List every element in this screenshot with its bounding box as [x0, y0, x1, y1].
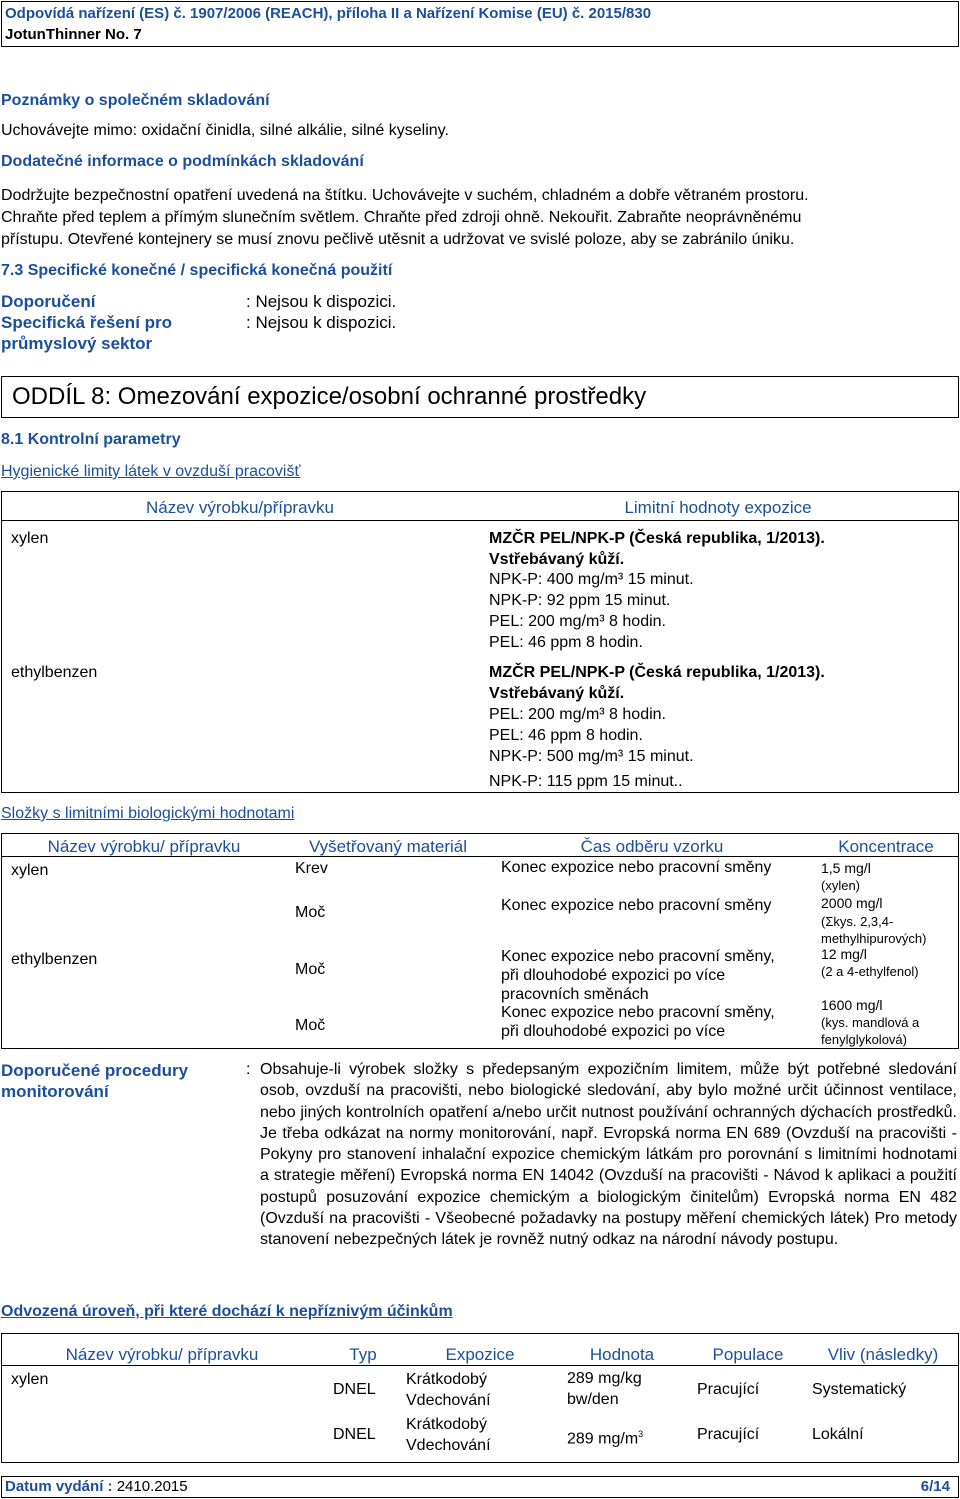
bio-material: Moč — [295, 961, 326, 978]
dnel-value — [567, 1424, 643, 1449]
section-8-title-box — [1, 376, 959, 418]
bio-material: Moč — [295, 904, 326, 921]
bio-sampling-time: Konec expozice nebo pracovní směny — [501, 859, 772, 876]
issue-date — [5, 1478, 188, 1495]
bio-limits-table — [1, 833, 959, 1049]
page-number: 6/14 — [920, 1478, 950, 1495]
monitoring-label-1: Doporučené procedury — [1, 1061, 189, 1080]
additional-storage-heading: Dodatečné informace o podmínkách skladování — [1, 153, 364, 170]
bio-substance-ethylbenzen: ethylbenzen — [11, 951, 98, 968]
ethylbenzen-limit-value: NPK-P: 500 mg/m³ 15 minut. — [489, 748, 694, 765]
limits-substance-ethylbenzen: ethylbenzen — [11, 664, 98, 681]
dnel-substance: xylen — [11, 1371, 49, 1388]
bio-concentration-note: methylhipurových) — [821, 931, 927, 946]
limits-heading: Hygienické limity látek v ovzduší pracovišť — [1, 463, 301, 480]
bio-col-time: Čas odběru vzorku — [580, 837, 724, 856]
xylen-limit-title: MZČR PEL/NPK-P (Česká republika, 1/2013). — [489, 530, 825, 547]
control-parameters-heading: 8.1 Kontrolní parametry — [1, 431, 181, 448]
monitoring-text: Obsahuje-li výrobek složky s předepsaným expozičním limitem, může být potřebné sledování osob, ovzduší na pracovišti, nebo biologické sledování, aby bylo možné určit účinnost ventilace, nebo jiných kontrolních opatření a/nebo určit nutnost používání ochranných dýchacích prostředků. Je třeba odkázat na normy monitorování, např. Evropská norma EN 689 (Ovzduší na pracovišti - Pokyny pro stanovení inhalační expozice chemickým látkám pro porovnání s limitními hodnotami a strategie měření) Evropská norma EN 14042 (Ovzduší na pracovišti - Návod k aplikaci a použití postupů posuzování expozice chemickým a biologickým činitelům) Evropská norma EN 482 (Ovzduší na pracovišti - Všeobecné požadavky na postupy měření chemických látek) Pro metody stanovení nebezpečných látek je rovněž nutný odkaz na národní návody postupu. — [260, 1061, 957, 1249]
ethylbenzen-limit-title: MZČR PEL/NPK-P (Česká republika, 1/2013). — [489, 664, 825, 681]
bio-concentration-note: (kys. mandlová a — [821, 1015, 920, 1030]
monitoring-label-2: monitorování — [1, 1082, 109, 1101]
dnel-population: Pracující — [697, 1426, 760, 1443]
section-8-title: ODDÍL 8: Omezování expozice/osobní ochranné prostředky — [12, 383, 647, 410]
ethylbenzen-skin-note: Vstřebávaný kůží. — [489, 685, 625, 702]
dnel-effect: Lokální — [812, 1426, 864, 1443]
monitoring-colon: : — [246, 1061, 251, 1078]
dnel-col-effect: Vliv (následky) — [827, 1345, 939, 1364]
bio-concentration-note: (xylen) — [821, 878, 861, 893]
document-header — [1, 1, 959, 47]
bio-concentration: 1600 mg/l — [821, 997, 883, 1013]
recommendation-value: : Nejsou k dispozici. — [246, 292, 397, 311]
bio-concentration: 2000 mg/l — [821, 895, 883, 911]
bio-header-divider — [1, 856, 958, 857]
industry-label-1: Specifická řešení pro — [1, 313, 173, 332]
dnel-exposure: Vdechování — [406, 1437, 491, 1454]
bio-col-product: Název výrobku/ přípravku — [47, 837, 241, 856]
xylen-limit-value: NPK-P: 92 ppm 15 minut. — [489, 592, 671, 609]
xylen-limit-value: PEL: 46 ppm 8 hodin. — [489, 634, 643, 651]
bio-material: Krev — [295, 860, 328, 877]
bio-concentration-note: (Σkys. 2,3,4- — [821, 914, 894, 929]
additional-storage-line-3: přístupu. Otevřené kontejnery se musí znovu pečlivě utěsnit a udržovat ve svislé poloze, aby se zabránilo úniku. — [1, 231, 795, 248]
bio-limits-heading: Složky s limitními biologickými hodnotami — [1, 805, 295, 822]
industry-value: : Nejsou k dispozici. — [246, 313, 397, 332]
dnel-col-type: Typ — [349, 1345, 377, 1364]
xylen-skin-note: Vstřebávaný kůží. — [489, 551, 625, 568]
document-footer — [1, 1476, 959, 1498]
limits-substance-xylen: xylen — [11, 530, 49, 547]
dnel-type: DNEL — [333, 1426, 376, 1443]
bio-sampling-time: pracovních směnách — [501, 986, 649, 1003]
bio-concentration: 1,5 mg/l — [821, 860, 871, 876]
dnel-exposure: Vdechování — [406, 1392, 491, 1409]
regulation-line: Odpovídá nařízení (ES) č. 1907/2006 (REACH), příloha II a Nařízení Komise (EU) č. 2015/830 — [5, 5, 652, 22]
dnel-heading: Odvozená úroveň, při které dochází k nepříznivým účinkům — [1, 1303, 453, 1320]
dnel-value: 289 mg/kg — [567, 1370, 642, 1387]
limits-col-values: Limitní hodnoty expozice — [624, 498, 812, 517]
bio-concentration-note: fenylglykolová) — [821, 1032, 907, 1047]
bio-col-concentration: Koncentrace — [838, 837, 934, 856]
dnel-col-exposure: Expozice — [445, 1345, 515, 1364]
bio-sampling-time: Konec expozice nebo pracovní směny — [501, 897, 772, 914]
bio-concentration-note: (2 a 4-ethylfenol) — [821, 964, 919, 979]
dnel-value-superscript: 3 — [638, 1429, 644, 1439]
limits-col-product: Název výrobku/přípravku — [145, 498, 335, 517]
issue-date-value: 2410.2015 — [116, 1478, 188, 1495]
issue-date-label: Datum vydání : — [5, 1478, 113, 1495]
dnel-col-population: Populace — [712, 1345, 784, 1364]
ethylbenzen-limit-value: PEL: 46 ppm 8 hodin. — [489, 727, 643, 744]
dnel-population: Pracující — [697, 1381, 760, 1398]
joint-storage-text: Uchovávejte mimo: oxidační činidla, silné alkálie, silné kyseliny. — [1, 122, 449, 139]
xylen-limit-value: PEL: 200 mg/m³ 8 hodin. — [489, 613, 666, 630]
dnel-exposure: Krátkodobý — [406, 1371, 487, 1388]
specific-uses-heading: 7.3 Specifické konečné / specifická konečná použití — [1, 262, 393, 279]
bio-substance-xylen: xylen — [11, 862, 49, 879]
recommendation-label: Doporučení — [1, 292, 96, 311]
dnel-value-text: 289 mg/m — [567, 1430, 639, 1448]
bio-material: Moč — [295, 1017, 326, 1034]
industry-label-2: průmyslový sektor — [1, 334, 153, 353]
bio-concentration: 12 mg/l — [821, 946, 867, 962]
bio-sampling-time: Konec expozice nebo pracovní směny, — [501, 1004, 775, 1021]
xylen-limit-value: NPK-P: 400 mg/m³ 15 minut. — [489, 571, 694, 588]
limits-header-divider — [1, 520, 958, 521]
joint-storage-heading: Poznámky o společném skladování — [1, 92, 270, 109]
additional-storage-line-2: Chraňte před teplem a přímým slunečním světlem. Chraňte před zdroji ohně. Nekouřit. Zabraňte neoprávněnému — [1, 209, 802, 226]
product-name: JotunThinner No. 7 — [5, 26, 142, 43]
bio-sampling-time: při dlouhodobé expozici po více — [501, 967, 726, 984]
bio-sampling-time: při dlouhodobé expozici po více — [501, 1023, 726, 1040]
dnel-col-product: Název výrobku/ přípravku — [65, 1345, 259, 1364]
dnel-effect: Systematický — [812, 1381, 907, 1398]
dnel-header-divider — [1, 1365, 958, 1366]
ethylbenzen-limit-value: NPK-P: 115 ppm 15 minut.. — [489, 773, 683, 790]
dnel-col-value: Hodnota — [589, 1345, 655, 1364]
ethylbenzen-limit-value: PEL: 200 mg/m³ 8 hodin. — [489, 706, 666, 723]
dnel-type: DNEL — [333, 1381, 376, 1398]
dnel-exposure: Krátkodobý — [406, 1416, 487, 1433]
bio-col-material: Vyšetřovaný materiál — [308, 837, 468, 856]
dnel-value: bw/den — [567, 1391, 619, 1408]
additional-storage-line-1: Dodržujte bezpečnostní opatření uvedená na štítku. Uchovávejte v suchém, chladném a dobře větraném prostoru. — [1, 187, 809, 204]
bio-sampling-time: Konec expozice nebo pracovní směny, — [501, 948, 775, 965]
